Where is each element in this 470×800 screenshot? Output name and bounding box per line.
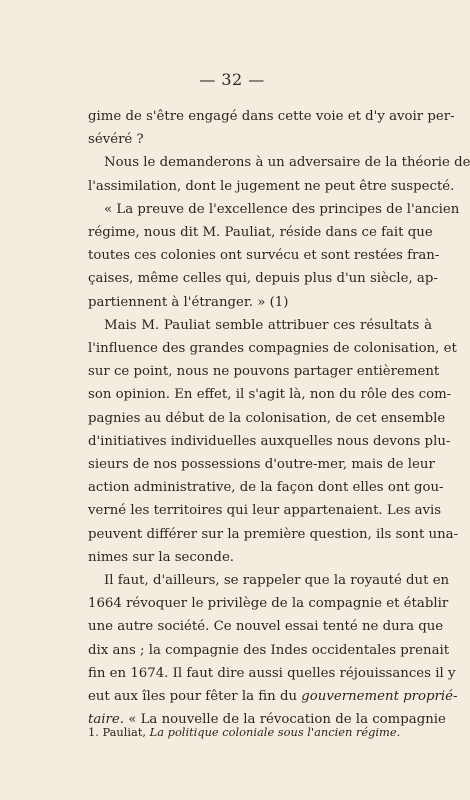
text-line	[88, 383, 452, 406]
line-text: fin en 1674. Il faut dire aussi quelles réjouissances il y	[88, 665, 456, 681]
text-line	[88, 499, 442, 522]
line-text: sévéré ?	[88, 132, 144, 148]
line-text: 1664 révoquer le privilège de la compagnie et établir	[88, 596, 449, 612]
line-text: action administrative, de la façon dont elles ont gou-	[88, 480, 444, 496]
line-text: partiennent à l'étranger. » (1)	[88, 294, 289, 310]
text-line	[88, 569, 450, 592]
text-line	[88, 267, 438, 290]
line-text: Mais M. Pauliat semble attribuer ces résultats à	[104, 317, 432, 333]
text-line	[88, 546, 432, 569]
line-text: régime, nous dit M. Pauliat, réside dans ce fait que	[88, 225, 433, 241]
line-text: çaises, même celles qui, depuis plus d'un siècle, ap-	[88, 271, 438, 287]
text-line	[88, 337, 457, 360]
line-text: d'initiatives individuelles auxquelles nous devons plu-	[88, 433, 451, 449]
footnote	[88, 725, 432, 739]
body-text	[88, 105, 470, 731]
text-line	[88, 592, 449, 615]
line-text: Nous le demanderons à un adversaire de la théorie de	[104, 155, 470, 171]
line-text: « La preuve de l'excellence des principes de l'ancien	[104, 201, 460, 217]
text-line	[88, 407, 446, 430]
text-line	[88, 221, 432, 244]
text-line	[88, 198, 460, 221]
italic-text: taire.	[88, 712, 124, 728]
text-line	[88, 244, 440, 267]
text-line	[88, 128, 432, 151]
line-text: sieurs de nos possessions d'outre-mer, mais de leur	[88, 457, 435, 473]
line-text: sur ce point, nous ne pouvons partager entièrement	[88, 364, 440, 380]
text-line	[88, 105, 455, 128]
text-line	[88, 151, 470, 174]
line-text: Il faut, d'ailleurs, se rappeler que la royauté dut en	[104, 573, 450, 589]
line-text: nimes sur la seconde.	[88, 549, 235, 565]
text-line	[88, 430, 451, 453]
footnote-prefix: 1. Pauliat,	[88, 725, 150, 739]
text-line	[88, 314, 432, 337]
page-number: — 32 —	[199, 70, 265, 89]
line-text: dix ans ; la compagnie des Indes occidentales prenait	[88, 642, 450, 658]
line-text: gime de s'être engagé dans cette voie et d'y avoir per-	[88, 109, 455, 124]
line-text: peuvent différer sur la première question, ils sont una-	[88, 526, 459, 542]
italic-text: gouvernement proprié-	[301, 689, 458, 705]
line-text: pagnies au début de la colonisation, de cet ensemble	[88, 410, 446, 426]
line-text: son opinion. En effet, il s'agit là, non du rôle des com-	[88, 387, 452, 403]
text-line	[88, 476, 444, 499]
text-line	[88, 639, 450, 662]
line-text: toutes ces colonies ont survécu et sont restées fran-	[88, 248, 440, 264]
text-line	[88, 615, 444, 638]
line-text: une autre société. Ce nouvel essai tenté ne dura que	[88, 619, 444, 635]
footnote-suffix: .	[396, 725, 401, 739]
text-line	[88, 685, 458, 708]
text-line	[88, 360, 440, 383]
line-text: verné les territoires qui leur appartenaient. Les avis	[88, 503, 442, 519]
line-text: eut aux îles pour fêter la fin du	[88, 689, 298, 705]
text-line	[88, 662, 456, 685]
text-line	[88, 523, 459, 546]
line-text: l'assimilation, dont le jugement ne peut être suspecté.	[88, 178, 455, 194]
footnote-title: La politique coloniale sous l'ancien régime	[149, 725, 397, 739]
line-text: l'influence des grandes compagnies de colonisation, et	[88, 341, 457, 357]
text-line	[88, 291, 432, 314]
text-line	[88, 453, 435, 476]
line-text: « La nouvelle de la révocation de la compagnie	[128, 712, 446, 728]
text-line	[88, 175, 455, 198]
